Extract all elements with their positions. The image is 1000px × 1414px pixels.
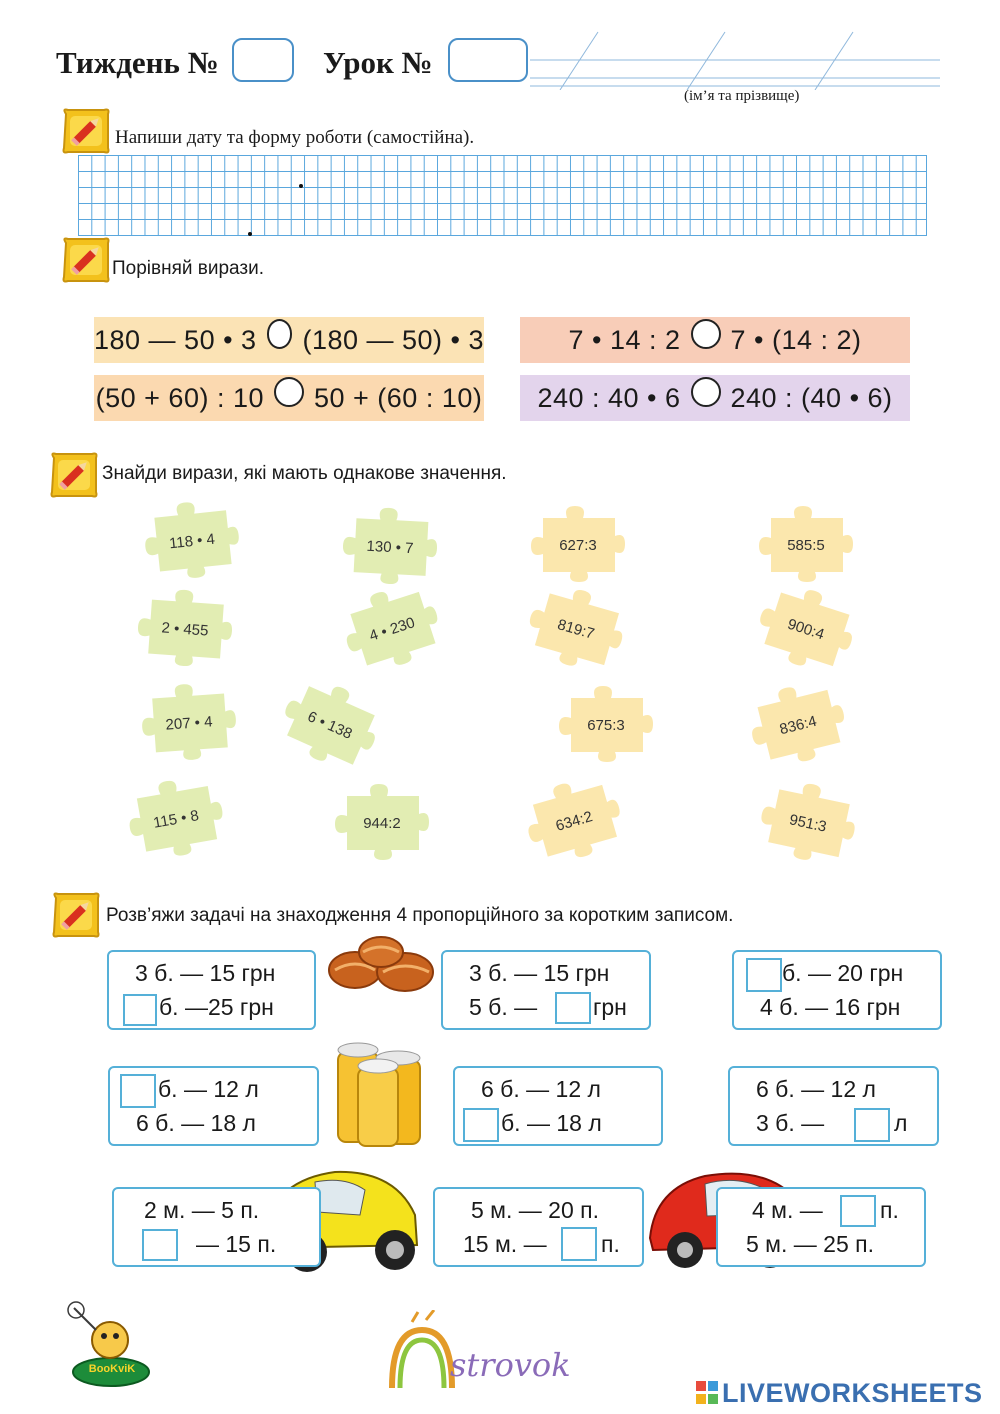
- problem-line: 5 м. — 20 п.: [471, 1197, 599, 1223]
- puzzle-piece-label: 585:5: [787, 536, 825, 554]
- ostrovok-logo: [382, 1310, 602, 1390]
- answer-input[interactable]: [561, 1227, 597, 1261]
- puzzle-piece-label: 6 • 138: [305, 707, 355, 743]
- answer-input[interactable]: [746, 958, 782, 992]
- name-caption: (ім’я та прізвище): [684, 88, 800, 104]
- puzzle-piece[interactable]: [754, 506, 858, 584]
- answer-input[interactable]: [854, 1108, 890, 1142]
- problem-box-4: [108, 1066, 319, 1146]
- puzzle-piece-label: 634:2: [553, 807, 595, 835]
- puzzle-piece-label: 951:3: [787, 810, 829, 836]
- puzzle-piece-label: 900:4: [785, 615, 827, 643]
- answer-input[interactable]: [123, 994, 157, 1026]
- bookvik-logo-text: BooKviK: [88, 1363, 136, 1375]
- puzzle-piece-label: 836:4: [777, 712, 819, 738]
- problem-box-5: [453, 1066, 663, 1146]
- ostrovok-logo-text: strovok: [450, 1346, 571, 1384]
- task-2-instruction: Порівняй вирази.: [112, 258, 265, 279]
- puzzle-piece[interactable]: [136, 497, 248, 585]
- answer-input[interactable]: [120, 1074, 156, 1108]
- writing-grid[interactable]: [78, 155, 927, 236]
- compare-row-4: [520, 375, 910, 421]
- problem-line: л: [894, 1110, 908, 1136]
- honey-jars-illustration: [332, 1030, 432, 1150]
- puzzle-piece-label: 675:3: [587, 716, 625, 734]
- compare-sign-circle[interactable]: [691, 319, 721, 349]
- compare-sign-circle[interactable]: [691, 377, 721, 407]
- puzzle-piece[interactable]: [526, 506, 630, 584]
- compare-row-1: [94, 317, 484, 363]
- problem-line: 5 б. —: [469, 994, 538, 1020]
- problem-line: — 15 п.: [196, 1231, 277, 1257]
- problem-box-2: [441, 950, 651, 1030]
- task-1-instruction: Напиши дату та форму роботи (самостійна).: [115, 127, 475, 148]
- compare-left: 180 — 50 • 3: [94, 324, 257, 355]
- puzzle-piece[interactable]: [134, 680, 243, 765]
- problem-line: 6 б. — 12 л: [481, 1076, 601, 1102]
- problem-line: 3 б. — 15 грн: [135, 960, 276, 986]
- problem-line: б. —25 грн: [159, 994, 274, 1020]
- problem-box-7: [112, 1187, 321, 1267]
- answer-input[interactable]: [555, 992, 591, 1024]
- liveworksheets-logo: [696, 1378, 983, 1408]
- compare-row-2: [520, 317, 910, 363]
- puzzle-piece-label: 4 • 230: [367, 613, 417, 645]
- puzzle-piece[interactable]: [330, 576, 453, 682]
- compare-left: 7 • 14 : 2: [568, 324, 681, 355]
- grid-dot: [299, 184, 303, 188]
- problem-line: 5 м. — 25 п.: [746, 1231, 874, 1257]
- puzzle-piece[interactable]: [744, 576, 867, 682]
- problem-line: 2 м. — 5 п.: [144, 1197, 260, 1223]
- problem-line: б. — 20 грн: [782, 960, 904, 986]
- puzzle-piece[interactable]: [130, 586, 239, 671]
- answer-input[interactable]: [463, 1108, 499, 1142]
- puzzle-piece[interactable]: [513, 769, 634, 873]
- puzzle-piece-label: 207 • 4: [164, 712, 214, 734]
- problem-line: 4 м. —: [752, 1197, 823, 1223]
- grid-dot: [248, 232, 252, 236]
- puzzle-piece-label: 627:3: [559, 536, 597, 554]
- week-number-field[interactable]: [232, 38, 294, 82]
- problem-line: 4 б. — 16 грн: [760, 994, 901, 1020]
- problem-line: грн: [593, 994, 627, 1020]
- puzzle-piece-label: 944:2: [363, 814, 401, 832]
- puzzle-piece-label: 118 • 4: [168, 530, 216, 552]
- problem-line: 15 м. —: [463, 1231, 547, 1257]
- problem-box-6: [728, 1066, 939, 1146]
- pencil-icon: [60, 235, 112, 285]
- lesson-number-field[interactable]: [448, 38, 528, 82]
- buns-illustration: [325, 930, 440, 1000]
- pencil-icon: [60, 106, 112, 156]
- puzzle-piece-label: 819:7: [555, 615, 597, 643]
- compare-right: 7 • (14 : 2): [730, 324, 862, 355]
- compare-right: 240 : (40 • 6): [730, 382, 893, 413]
- problem-line: 3 б. —: [756, 1110, 825, 1136]
- problem-line: б. — 18 л: [501, 1110, 602, 1136]
- puzzle-piece[interactable]: [749, 774, 867, 872]
- problem-box-8: [433, 1187, 644, 1267]
- week-label: Тиждень №: [56, 45, 219, 80]
- compare-sign-circle[interactable]: [267, 319, 293, 349]
- compare-row-3: [94, 375, 484, 421]
- task-4-instruction: Розв’яжи задачі на знаходження 4 пропорційного за коротким записом.: [106, 905, 734, 926]
- problem-line: 6 б. — 12 л: [756, 1076, 876, 1102]
- puzzle-piece[interactable]: [554, 686, 658, 764]
- task-3-instruction: Знайди вирази, які мають однакове значення.: [102, 463, 507, 484]
- lesson-label: Урок №: [323, 45, 433, 80]
- compare-left: 240 : 40 • 6: [537, 382, 681, 413]
- problem-box-1: [107, 950, 316, 1030]
- puzzle-piece-label: 130 • 7: [366, 537, 414, 557]
- puzzle-piece[interactable]: [515, 577, 636, 681]
- puzzle-piece[interactable]: [738, 675, 858, 776]
- puzzle-piece-label: 115 • 8: [151, 806, 201, 832]
- pencil-icon: [48, 450, 100, 500]
- puzzle-piece[interactable]: [118, 772, 234, 867]
- puzzle-piece-label: 2 • 455: [160, 618, 210, 640]
- compare-left: (50 + 60) : 10: [95, 382, 264, 413]
- compare-sign-circle[interactable]: [274, 377, 304, 407]
- problem-line: 3 б. — 15 грн: [469, 960, 610, 986]
- problem-line: 6 б. — 18 л: [136, 1110, 256, 1136]
- compare-right: (180 — 50) • 3: [302, 324, 484, 355]
- puzzle-piece[interactable]: [330, 784, 434, 862]
- problem-box-3: [732, 950, 942, 1030]
- problem-line: п.: [880, 1197, 899, 1223]
- problem-box-9: [716, 1187, 926, 1267]
- pencil-icon: [50, 890, 102, 940]
- name-field[interactable]: [530, 30, 940, 90]
- puzzle-piece[interactable]: [267, 668, 394, 782]
- problem-line: п.: [601, 1231, 620, 1257]
- bookvik-logo: [66, 1300, 156, 1390]
- problem-line: б. — 12 л: [158, 1076, 259, 1102]
- compare-right: 50 + (60 : 10): [314, 382, 483, 413]
- liveworksheets-icon: [696, 1381, 718, 1405]
- answer-input[interactable]: [142, 1229, 178, 1261]
- answer-input[interactable]: [840, 1195, 876, 1227]
- liveworksheets-text: LIVEWORKSHEETS: [722, 1377, 983, 1408]
